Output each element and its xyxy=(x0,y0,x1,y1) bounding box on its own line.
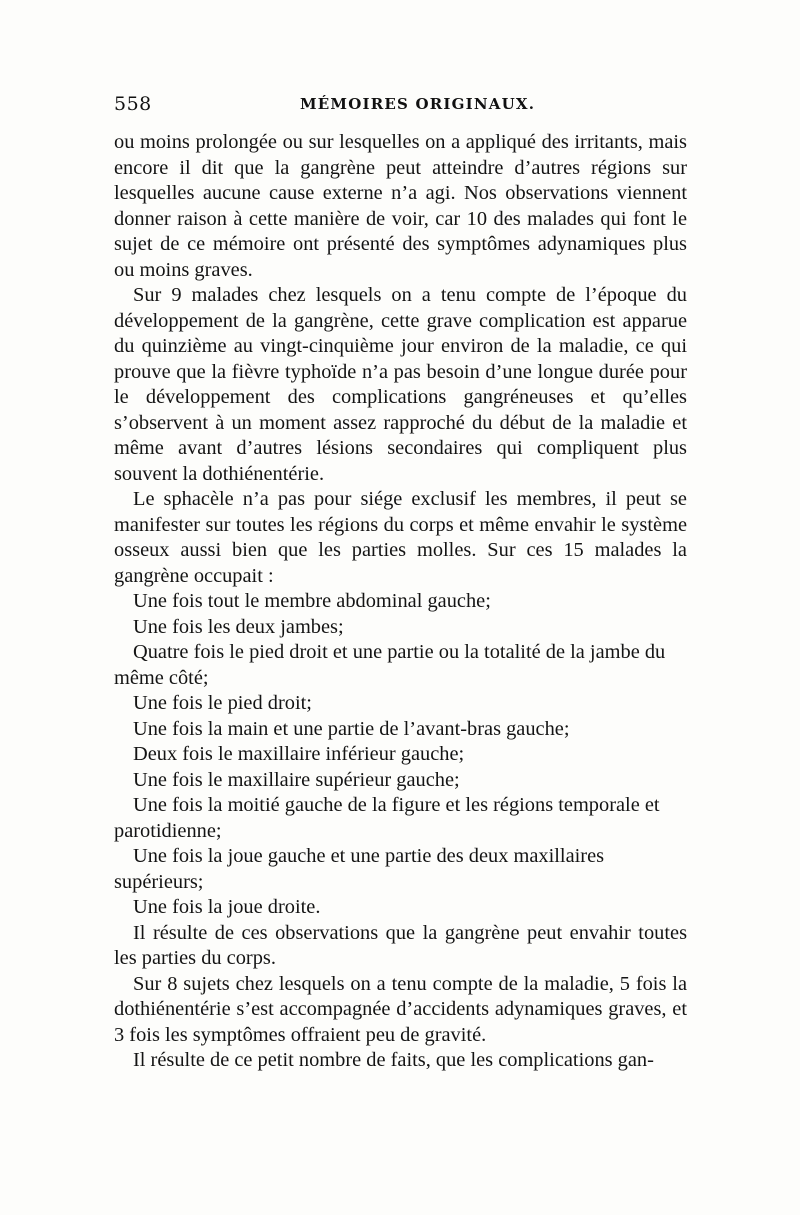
list-item: Une fois le maxillaire supérieur gauche; xyxy=(133,768,460,791)
list-item: Quatre fois le pied droit et une partie ou la totalité de la jambe du même côté; xyxy=(114,641,666,689)
paragraph: Il résulte de ce petit nombre de faits, que les complications gan- xyxy=(133,1049,654,1071)
list-item: Une fois le pied droit; xyxy=(133,692,312,714)
page-number: 558 xyxy=(114,93,152,115)
running-title: MÉMOIRES ORIGINAUX. xyxy=(300,95,536,113)
body-text xyxy=(114,130,687,1074)
list-item: Une fois les deux jambes; xyxy=(133,615,344,638)
list-item: Une fois la joue droite. xyxy=(133,896,321,918)
paragraph: Sur 8 sujets chez lesquels on a tenu compte de la maladie, 5 fois la dothiénentérie s’est accompagnée d’accidents adynamiques graves, et 3 fois les symptômes offraient peu de gravité. xyxy=(114,972,687,1046)
list-item: Une fois tout le membre abdominal gauche; xyxy=(133,590,491,612)
page-header xyxy=(114,93,687,123)
list-item: Une fois la joue gauche et une partie des deux maxillaires supérieurs; xyxy=(114,845,605,893)
list-item: Une fois la main et une partie de l’avant-bras gauche; xyxy=(133,717,570,740)
paragraph: Le sphacèle n’a pas pour siége exclusif les membres, il peut se manifester sur toutes les régions du corps et même envahir le système osseux aussi bien que les parties molles. Sur ces 15 malades la gangrène occupait : xyxy=(114,488,687,587)
list-item: Deux fois le maxillaire inférieur gauche; xyxy=(133,743,465,765)
paragraph: Sur 9 malades chez lesquels on a tenu compte de l’époque du développement de la gangrène, cette grave complication est apparue du quinzième au vingt-cinquième jour environ de la maladie, ce qui prouve que la fièvre typhoïde n’a pas besoin d’une longue durée pour le développement des complications gangréneuses et qu’elles s’observent à un moment assez rapproché du début de la maladie et même avant d’autres lésions secondaires qui compliquent plus souvent la dothiénentérie. xyxy=(114,284,687,485)
paragraph: Il résulte de ces observations que la gangrène peut envahir toutes les parties du corps. xyxy=(114,921,687,969)
paragraph: ou moins prolongée ou sur lesquelles on a appliqué des irritants, mais encore il dit que la gangrène peut atteindre d’autres régions sur lesquelles aucune cause externe n’a agi. Nos observations viennent donner raison à cette manière de voir, car 10 des malades qui font le sujet de ce mémoire ont présenté des symptômes adynamiques plus ou moins graves. xyxy=(114,131,687,281)
list-item: Une fois la moitié gauche de la figure et les régions temporale et parotidienne; xyxy=(114,794,660,842)
